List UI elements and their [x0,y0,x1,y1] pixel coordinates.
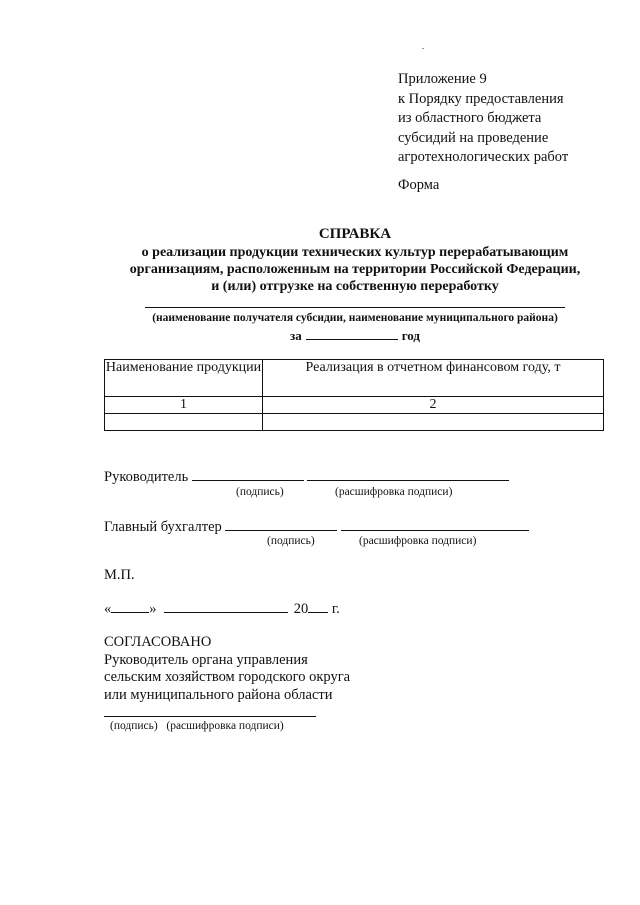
recipient-blank-line [145,307,565,308]
period-prefix: за [289,328,302,343]
date-line [104,600,340,618]
column-number: 1 [105,397,263,414]
period-line [60,328,640,344]
agreed-caption: (подпись) (расшифровка подписи) [110,720,284,732]
head-sign-caption: (подпись) [236,486,284,498]
table-cell [105,414,263,431]
title-line: и (или) отгрузке на собственную переработку [211,279,499,294]
document-title [60,226,640,295]
period-suffix: год [401,328,420,343]
date-open-quote: « [104,601,112,617]
date-month-blank [164,600,288,613]
appendix-line: агротехнологических работ [398,149,569,165]
accountant-signature-line [104,518,529,536]
head-signature-line [104,468,509,486]
stamp-label: М.П. [104,567,135,583]
appendix-block [398,70,568,168]
agreed-line: Руководитель органа управления [104,651,308,668]
scan-speck [422,48,424,49]
head-label: Руководитель [104,469,189,485]
table-header-row [105,360,604,397]
recipient-caption: (наименование получателя субсидии, наименование муниципального района) [152,312,558,324]
appendix-line: Приложение 9 [398,71,487,87]
head-decode-caption: (расшифровка подписи) [335,486,453,498]
period-blank [306,328,398,340]
accountant-decode-caption: (расшифровка подписи) [359,535,477,547]
table-number-row [105,397,604,414]
data-table [104,359,604,431]
agreed-signature-blank [104,716,316,717]
appendix-line: субсидий на проведение [398,129,549,146]
agreed-label: СОГЛАСОВАНО [104,634,212,650]
header-sales: Реализация в отчетном финансовом году, т [263,360,604,397]
column-number: 2 [263,397,604,414]
accountant-sign-caption: (подпись) [267,535,315,547]
table-row [105,414,604,431]
appendix-line: к Порядку предоставления [398,90,564,107]
title-line: организациям, расположенным на территории Российской Федерации, [129,262,581,277]
agreed-block [104,634,350,704]
form-label: Форма [398,177,440,193]
date-year-prefix: 20 [293,601,309,617]
title-line: о реализации продукции технических культур перерабатывающим [141,245,569,260]
table-cell [263,414,604,431]
head-decode-blank [307,468,509,481]
head-sign-blank [192,468,304,481]
agreed-line: сельским хозяйством городского округа [104,669,351,685]
agreed-line: или муниципального района области [104,686,333,703]
date-year-suffix: г. [331,601,340,617]
date-close-quote: » [149,601,157,617]
accountant-sign-blank [225,518,337,531]
accountant-label: Главный бухгалтер [104,519,222,535]
appendix-line: из областного бюджета [398,110,542,126]
date-day-blank [111,600,149,613]
title-main: СПРАВКА [318,226,392,242]
accountant-decode-blank [341,518,529,531]
date-year-blank [308,600,328,613]
header-product: Наименование продукции [105,360,263,397]
